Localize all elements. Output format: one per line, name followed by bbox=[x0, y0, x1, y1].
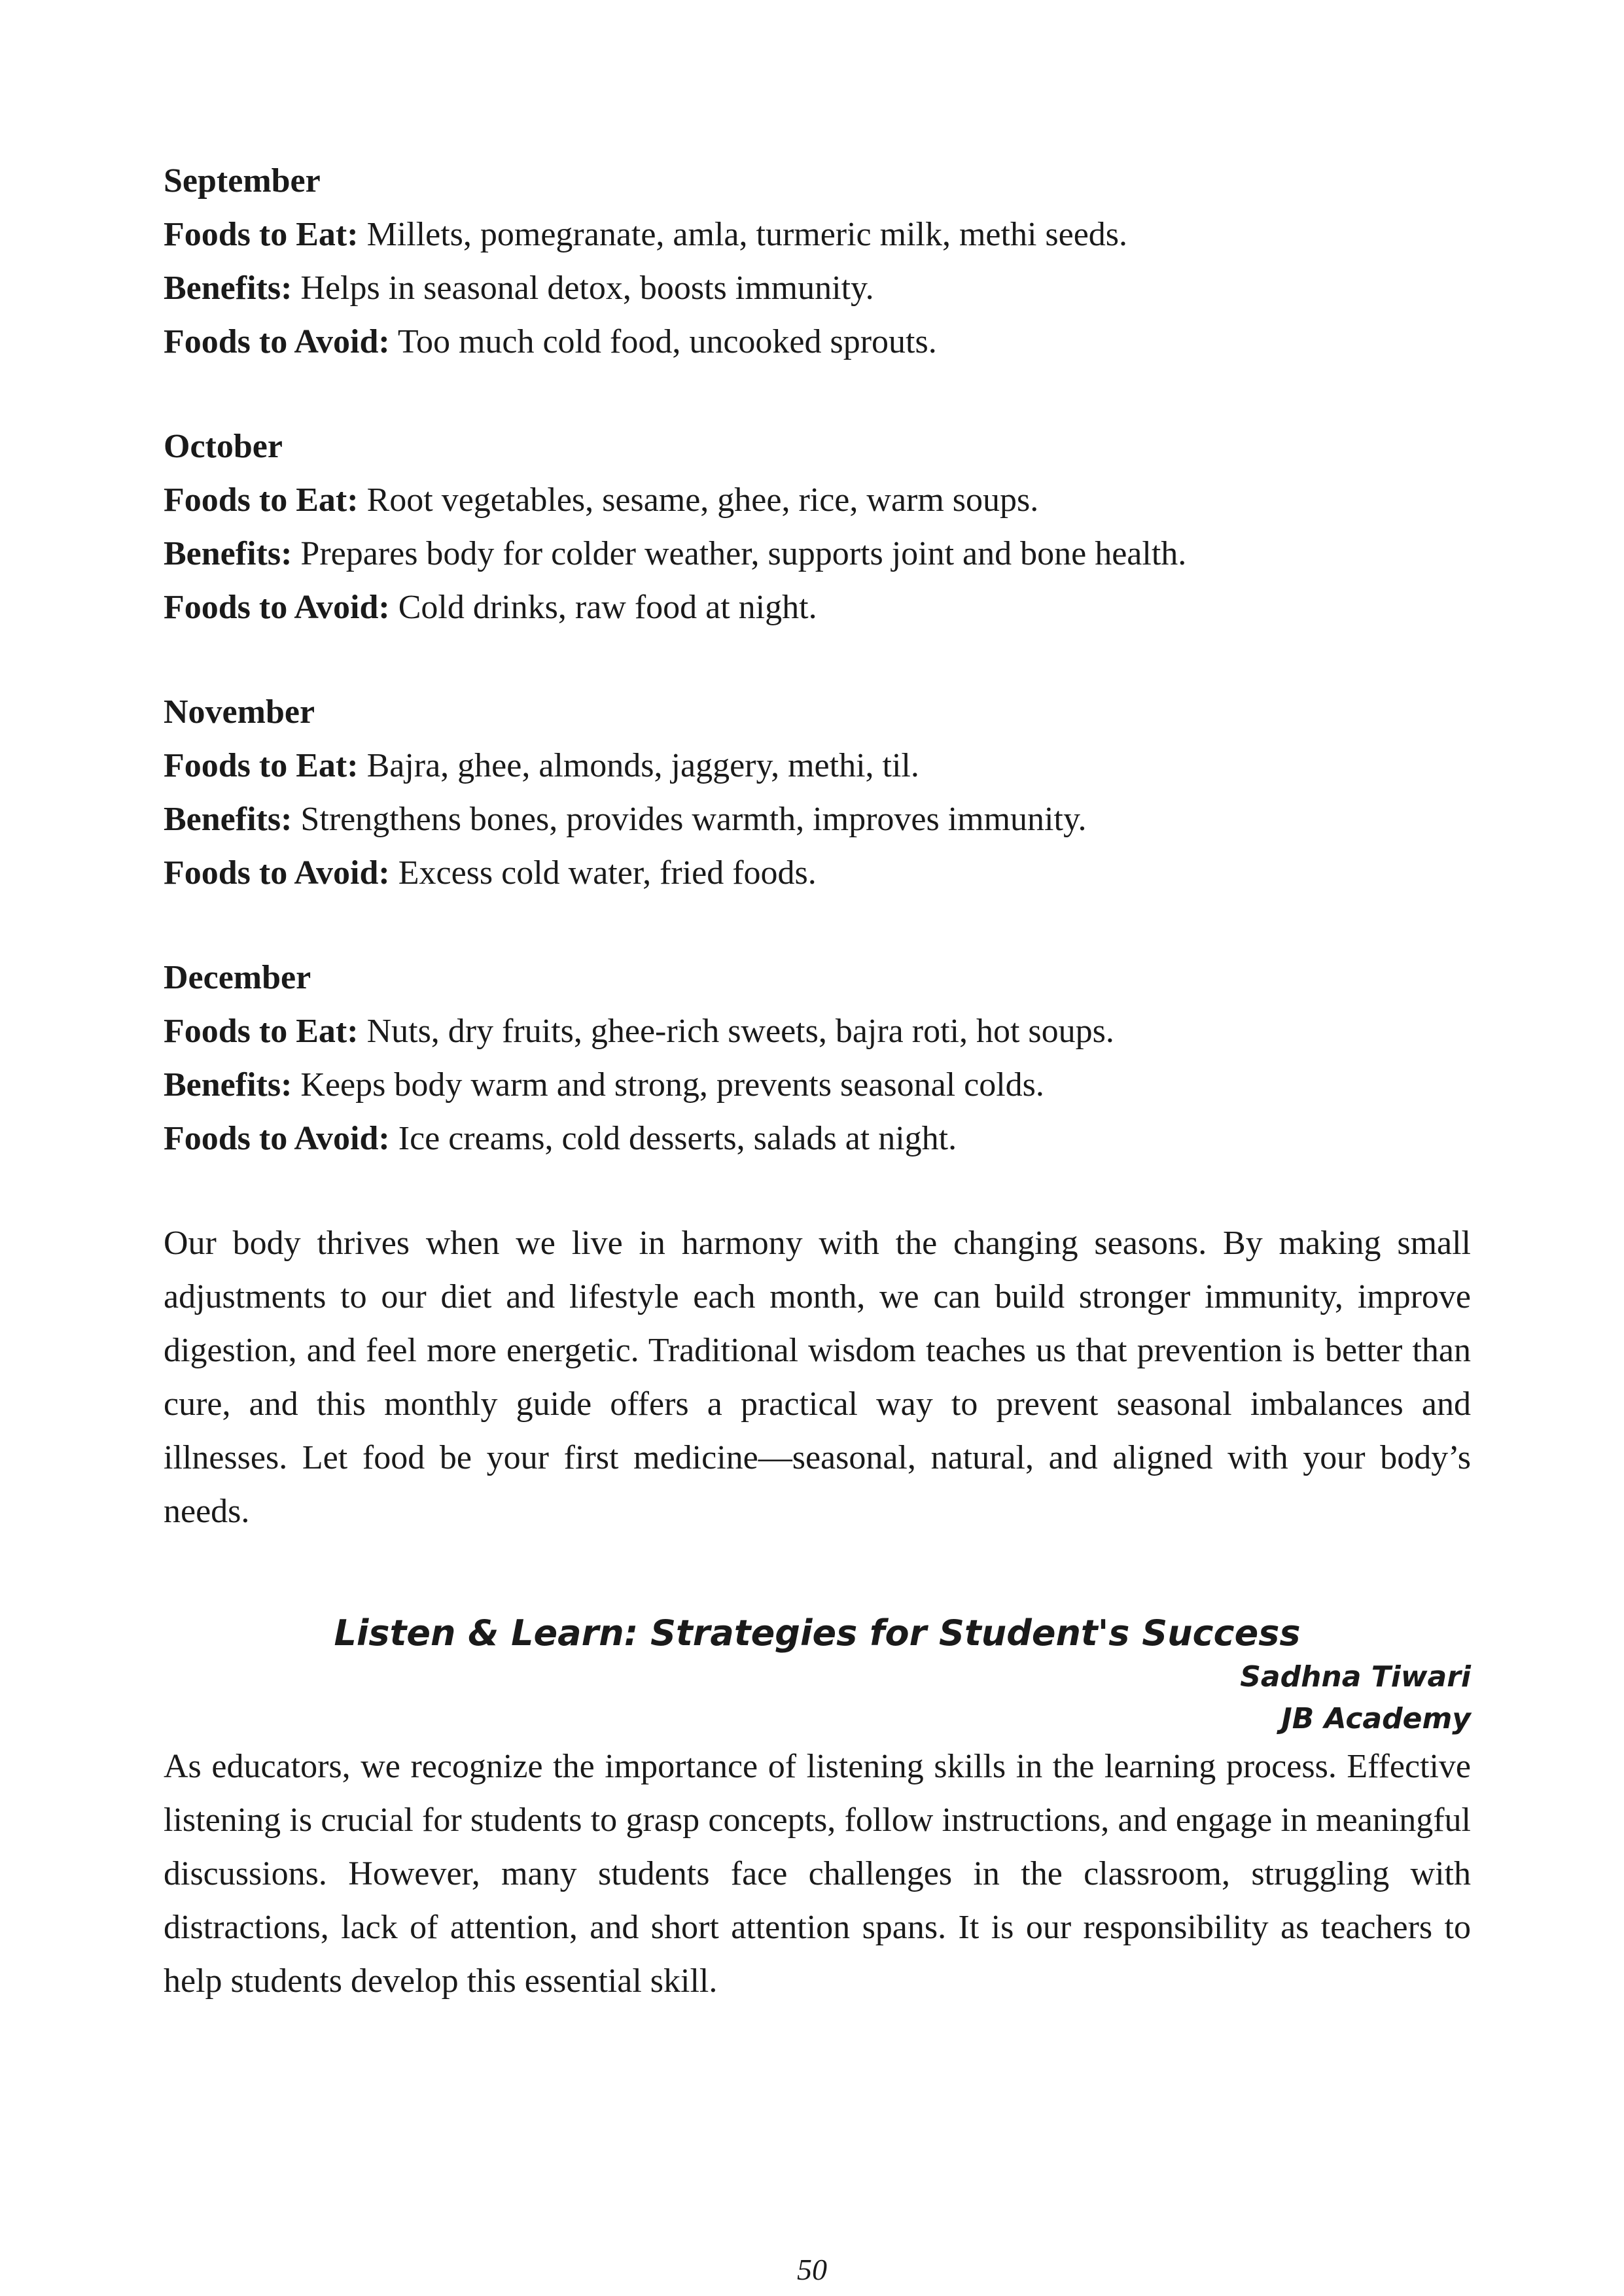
month-heading: December bbox=[164, 959, 311, 996]
foods-to-avoid-text: Excess cold water, fried foods. bbox=[398, 854, 817, 892]
foods-to-avoid-label: Foods to Avoid: bbox=[164, 1120, 390, 1157]
benefits-line bbox=[164, 527, 1471, 581]
month-heading: September bbox=[164, 162, 321, 200]
foods-to-eat-label: Foods to Eat: bbox=[164, 481, 359, 519]
foods-to-avoid-line bbox=[164, 846, 1471, 900]
month-block-september bbox=[164, 154, 1471, 369]
foods-to-avoid-line bbox=[164, 315, 1471, 369]
benefits-text: Prepares body for colder weather, supports joint and bone health. bbox=[300, 535, 1187, 572]
page-content bbox=[164, 154, 1471, 2008]
author-name: Sadhna Tiwari bbox=[1240, 1660, 1471, 1694]
article-title: Listen & Learn: Strategies for Student's Success bbox=[334, 1612, 1301, 1654]
foods-to-avoid-text: Cold drinks, raw food at night. bbox=[398, 589, 817, 626]
foods-to-avoid-line bbox=[164, 1112, 1471, 1166]
foods-to-avoid-label: Foods to Avoid: bbox=[164, 323, 390, 360]
foods-to-eat-label: Foods to Eat: bbox=[164, 216, 359, 253]
month-block-november bbox=[164, 686, 1471, 900]
foods-to-eat-line bbox=[164, 1005, 1471, 1058]
foods-to-eat-text: Millets, pomegranate, amla, turmeric milk, methi seeds. bbox=[366, 216, 1128, 253]
foods-to-eat-label: Foods to Eat: bbox=[164, 1013, 359, 1050]
month-block-december bbox=[164, 951, 1471, 1166]
foods-to-avoid-text: Ice creams, cold desserts, salads at night. bbox=[398, 1120, 957, 1157]
month-block-october bbox=[164, 420, 1471, 635]
foods-to-eat-text: Root vegetables, sesame, ghee, rice, warm soups. bbox=[366, 481, 1039, 519]
foods-to-avoid-line bbox=[164, 581, 1471, 635]
foods-to-eat-label: Foods to Eat: bbox=[164, 747, 359, 784]
benefits-label: Benefits: bbox=[164, 801, 292, 838]
foods-to-eat-line bbox=[164, 208, 1471, 262]
benefits-text: Strengthens bones, provides warmth, improves immunity. bbox=[300, 801, 1087, 838]
foods-to-eat-text: Nuts, dry fruits, ghee-rich sweets, bajra roti, hot soups. bbox=[366, 1013, 1114, 1050]
benefits-line bbox=[164, 1058, 1471, 1112]
month-heading: October bbox=[164, 428, 283, 465]
benefits-text: Helps in seasonal detox, boosts immunity. bbox=[300, 270, 874, 307]
foods-to-avoid-label: Foods to Avoid: bbox=[164, 854, 390, 892]
foods-to-eat-line bbox=[164, 474, 1471, 527]
benefits-label: Benefits: bbox=[164, 270, 292, 307]
conclusion-paragraph: Our body thrives when we live in harmony with the changing seasons. By making small adjustments to our diet and lifestyle each month, we can build stronger immunity, improve digestion, and feel more energetic. Traditional wisdom teaches us that prevention is better than cure, and this monthly guide offers a practical way to prevent seasonal imbalances and illnesses. Let food be your first medicine—seasonal, natural, and aligned with your body’s needs. bbox=[164, 1225, 1471, 1530]
month-heading: November bbox=[164, 693, 315, 731]
article-body-paragraph: As educators, we recognize the importance of listening skills in the learning process. Effective listening is crucial for students to grasp concepts, follow instructions, and engage in meaningful discussions. However, many students face challenges in the classroom, struggling with distractions, lack of attention, and short attention spans. It is our responsibility as teachers to help students develop this essential skill. bbox=[164, 1748, 1471, 2000]
benefits-text: Keeps body warm and strong, prevents seasonal colds. bbox=[300, 1066, 1044, 1104]
benefits-line bbox=[164, 262, 1471, 315]
benefits-line bbox=[164, 793, 1471, 846]
foods-to-avoid-label: Foods to Avoid: bbox=[164, 589, 390, 626]
foods-to-eat-line bbox=[164, 739, 1471, 793]
page-number: 50 bbox=[797, 2253, 827, 2286]
benefits-label: Benefits: bbox=[164, 1066, 292, 1104]
author-affiliation: JB Academy bbox=[1281, 1702, 1471, 1735]
benefits-label: Benefits: bbox=[164, 535, 292, 572]
foods-to-avoid-text: Too much cold food, uncooked sprouts. bbox=[397, 323, 937, 360]
foods-to-eat-text: Bajra, ghee, almonds, jaggery, methi, til. bbox=[366, 747, 919, 784]
